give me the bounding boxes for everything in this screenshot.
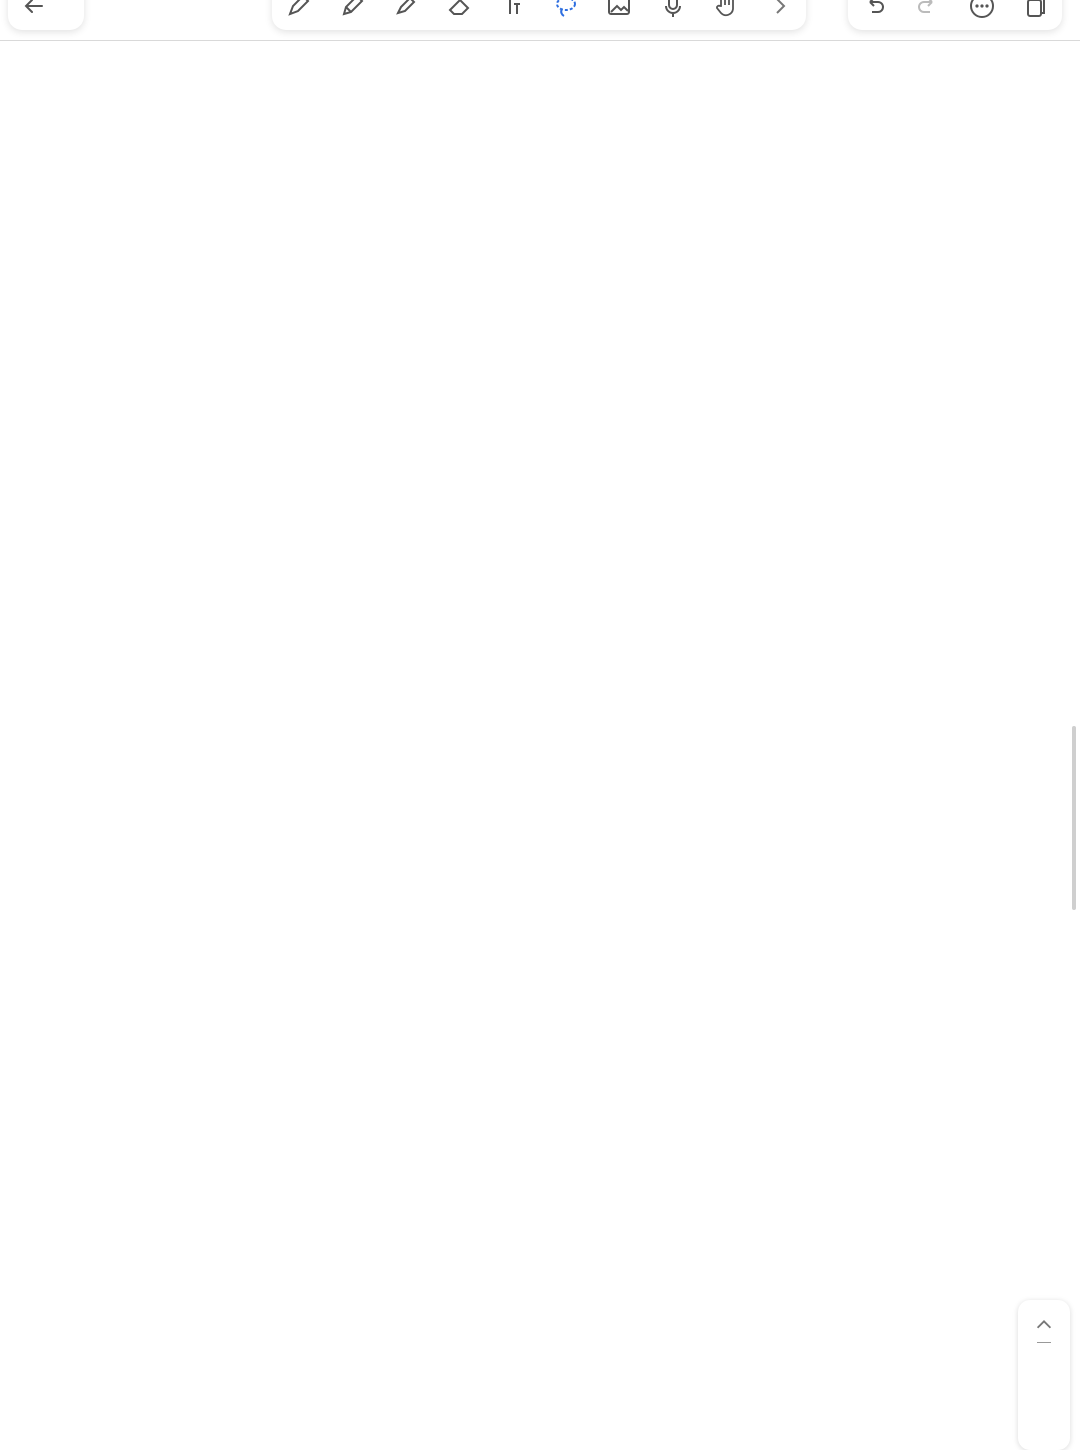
eraser-icon[interactable] bbox=[443, 0, 475, 22]
scrollbar[interactable] bbox=[1072, 726, 1076, 910]
drawing-tools-group bbox=[272, 0, 806, 30]
toolbar-right-group bbox=[848, 0, 1062, 30]
toolbar-divider bbox=[0, 40, 1080, 41]
pages-icon[interactable] bbox=[1020, 0, 1052, 22]
page-navigator[interactable] bbox=[1018, 1300, 1070, 1450]
microphone-icon[interactable] bbox=[657, 0, 689, 22]
top-toolbar bbox=[0, 0, 1080, 40]
text-tool-icon[interactable] bbox=[496, 0, 528, 22]
back-arrow-icon[interactable] bbox=[18, 0, 50, 22]
pen-icon[interactable] bbox=[282, 0, 314, 22]
image-icon[interactable] bbox=[603, 0, 635, 22]
highlighter-icon[interactable] bbox=[389, 0, 421, 22]
undo-icon[interactable] bbox=[858, 0, 890, 22]
pencil-icon[interactable] bbox=[336, 0, 368, 22]
hand-icon[interactable] bbox=[710, 0, 742, 22]
chevron-right-icon[interactable] bbox=[764, 0, 796, 22]
redo-icon[interactable] bbox=[912, 0, 944, 22]
lasso-icon[interactable] bbox=[550, 0, 582, 22]
more-icon[interactable] bbox=[966, 0, 998, 22]
page-separator bbox=[1037, 1342, 1051, 1343]
chevron-up-icon[interactable] bbox=[1018, 1314, 1070, 1338]
toolbar-left-group bbox=[8, 0, 84, 30]
